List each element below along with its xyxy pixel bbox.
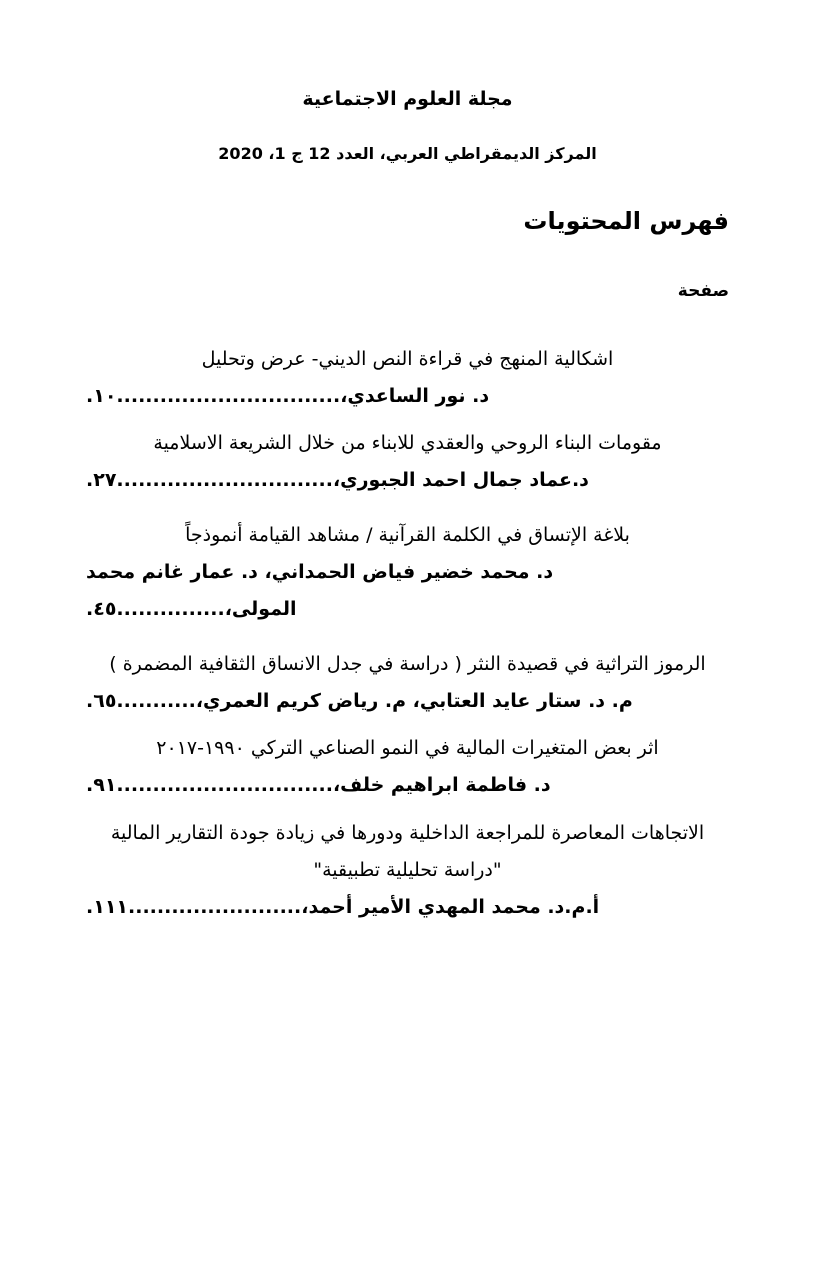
spacer xyxy=(86,638,729,646)
toc-entry[interactable] xyxy=(86,646,729,720)
toc-entry-author-row xyxy=(86,554,729,628)
toc-leader-dots: ........... xyxy=(116,690,196,713)
toc-entry[interactable] xyxy=(86,815,729,926)
toc-entry[interactable] xyxy=(86,517,729,628)
toc-entry-author-row xyxy=(86,767,729,804)
toc-leader-dots: ........................ xyxy=(128,895,302,918)
toc-entry-page: ٩١. xyxy=(86,774,117,797)
journal-title: مجلة العلوم الاجتماعية xyxy=(302,88,513,110)
toc-entry-page: ٢٧. xyxy=(86,469,117,492)
page-column-label: صفحة xyxy=(677,281,729,301)
toc-entry-title: بلاغة الإتساق في الكلمة القرآنية / مشاهد القيامة أنموذجاً xyxy=(185,524,630,547)
toc-entry-title: اثر بعض المتغيرات المالية في النمو الصناعي التركي ١٩٩٠-٢٠١٧ xyxy=(156,737,659,760)
toc-entry-author: د. محمد خضير فياض الحمداني، د. عمار غانم محمد المولى، xyxy=(86,561,554,621)
toc-entry-author: د. نور الساعدي، xyxy=(340,385,490,408)
contents-heading: فهرس المحتويات xyxy=(523,207,729,235)
toc-entry-title: مقومات البناء الروحي والعقدي للابناء من خلال الشريعة الاسلامية xyxy=(153,432,662,455)
toc-leader-dots: ............... xyxy=(116,598,225,621)
toc-entry-page: ١١١. xyxy=(86,895,129,918)
toc-leader-dots: .............................. xyxy=(116,774,333,797)
toc-entry-author-row xyxy=(86,378,729,415)
toc-leader-dots: .............................. xyxy=(116,469,333,492)
toc-entry-title: اشكالية المنهج في قراءة النص الديني- عرض وتحليل xyxy=(201,348,614,370)
toc-entry-title: الرموز التراثية في قصيدة النثر ( دراسة في جدل الانساق الثقافية المضمرة ) xyxy=(109,653,706,676)
toc-entry-page: ٦٥. xyxy=(86,690,117,713)
toc-entry-author: د.عماد جمال احمد الجبوري، xyxy=(332,469,589,492)
toc-entry[interactable] xyxy=(86,341,729,415)
toc-entry-author-row xyxy=(86,462,729,499)
toc-entry-author: م. د. ستار عايد العتابي، م. رياض كريم العمري، xyxy=(195,690,633,713)
toc-entry-author-row xyxy=(86,683,729,720)
toc-entry-title: الاتجاهات المعاصرة للمراجعة الداخلية ودورها في زيادة جودة التقارير المالية "دراسة تحليلية تطبيقية" xyxy=(110,821,705,881)
toc-entry[interactable] xyxy=(86,730,729,804)
toc-entry-author: أ.م.د. محمد المهدي الأمير أحمد، xyxy=(301,895,600,918)
toc-entry-page: ٤٥. xyxy=(86,598,117,621)
issue-line: المركز الديمقراطي العربي، العدد 12 ج 1، 2020 xyxy=(218,144,597,163)
toc-leader-dots: ............................... xyxy=(116,385,341,408)
toc-entry[interactable] xyxy=(86,425,729,499)
toc-entry-author-row xyxy=(86,889,729,926)
spacer xyxy=(86,509,729,517)
toc-entry-page: ١٠. xyxy=(86,385,117,408)
toc-entry-author: د. فاطمة ابراهيم خلف، xyxy=(332,774,551,797)
